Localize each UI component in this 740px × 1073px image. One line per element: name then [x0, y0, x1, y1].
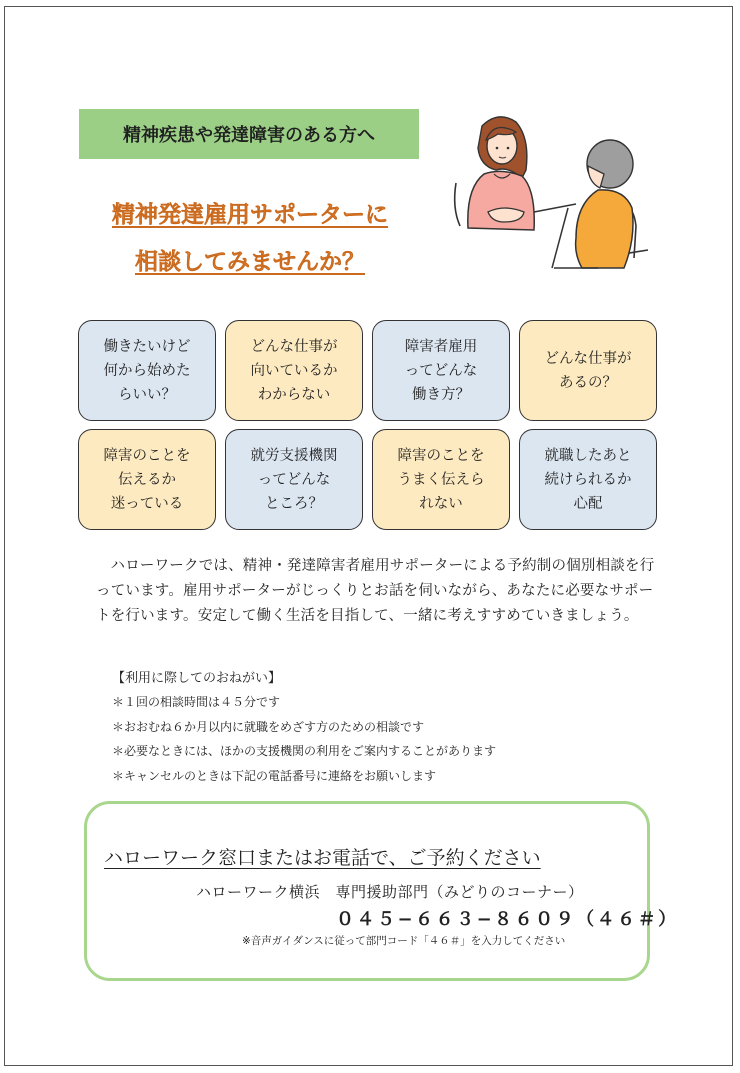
notes-list [112, 690, 496, 788]
question-card: 障害者雇用 ってどんな 働き方？ [372, 320, 510, 421]
headline-line-2: 相談してみませんか？ [135, 249, 365, 275]
note-item: ＊１回の相談時間は４５分です [112, 695, 281, 709]
banner-text: 精神疾患や発達障害のある方へ [123, 125, 375, 146]
question-card: 就労支援機関 ってどんな ところ？ [225, 429, 363, 530]
question-card: 障害のことを 伝えるか 迷っている [78, 429, 216, 530]
question-card: どんな仕事が 向いているか わからない [225, 320, 363, 421]
question-card: 働きたいけど 何から始めた らいい？ [78, 320, 216, 421]
question-cards [78, 320, 658, 530]
note-item: ＊必要なときには、ほかの支援機関の利用をご案内することがあります [112, 744, 497, 758]
consultation-illustration-icon [448, 108, 658, 280]
contact-title: ハローワーク窓口またはお電話で、ご予約ください [104, 847, 541, 869]
phone-note: ※音声ガイダンスに従って部門コード「４６＃」を入力してください [242, 935, 566, 947]
question-card: 就職したあと 続けられるか 心配 [519, 429, 657, 530]
note-item: ＊おおむね６か月以内に就職をめざす方のための相談です [112, 719, 425, 734]
phone-number[interactable]: ０４５−６６３−８６０９（４６＃） [336, 909, 679, 930]
office-name: ハローワーク横浜 専門援助部門（みどりのコーナー） [196, 883, 584, 901]
notes-title: 【利用に際してのおねがい】 [112, 671, 282, 686]
question-card: どんな仕事が あるの？ [519, 320, 657, 421]
intro-paragraph: ハローワークでは、精神・発達障害者雇用サポーターによる予約制の個別相談を行っています。雇用サポーターがじっくりとお話を伺いながら、あなたに必要なサポートを行います。安定して働く生活を目指して、一緒に考えすすめていきましょう。 [96, 558, 655, 624]
headline-line-1: 精神発達雇用サポーターに [112, 202, 388, 228]
target-banner [79, 109, 419, 159]
note-item: ＊キャンセルのときは下記の電話番号に連絡をお願いします [112, 768, 437, 783]
question-card: 障害のことを うまく伝えら れない [372, 429, 510, 530]
